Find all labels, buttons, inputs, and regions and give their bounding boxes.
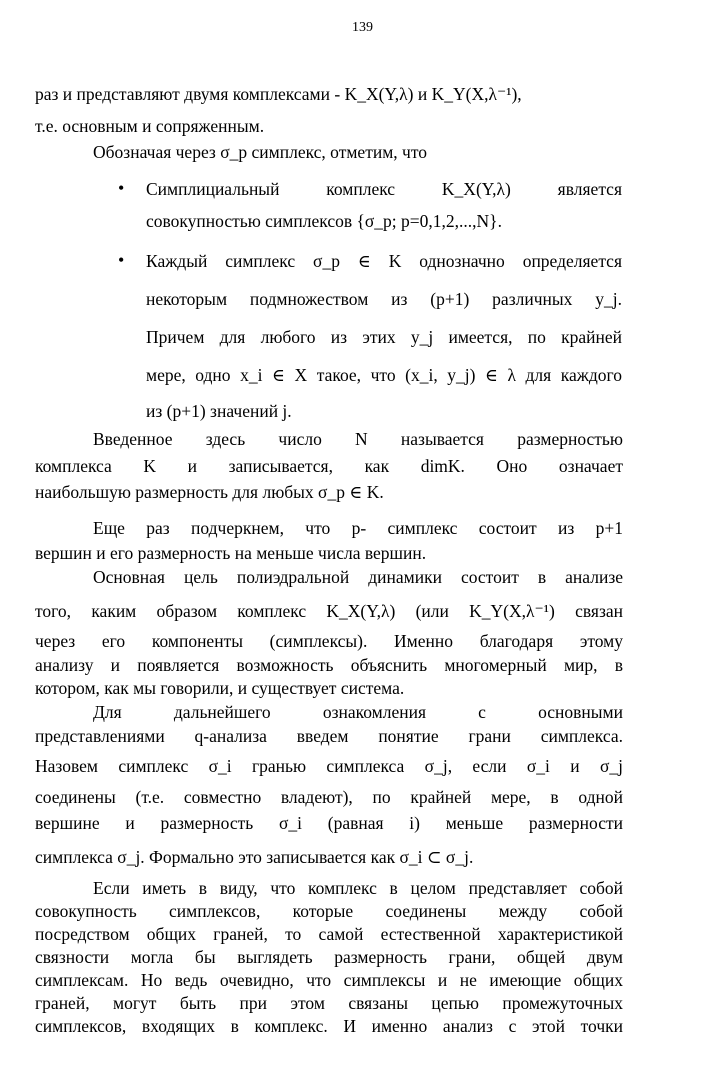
text-line: совокупность симплексов, которые соединены между собой [35, 901, 623, 921]
text-line: симплексам. Но ведь очевидно, что симплексы и не имеющие общих [35, 970, 623, 990]
text-line: Основная цель полиэдральной динамики состоит в анализе [93, 567, 623, 587]
text-line: Обозначая через σ_p симплекс, отметим, что [93, 142, 427, 162]
text-line: вершине и размерность σ_i (равная i) меньше размерности [35, 813, 623, 833]
text-line: Причем для любого из этих y_j имеется, по крайней [146, 327, 622, 347]
text-line: мере, одно x_i ∈ X такое, что (x_i, y_j) ∈ λ для каждого [146, 365, 622, 385]
text-line: вершин и его размерность на меньше числа вершин. [35, 543, 427, 563]
text-line: через его компоненты (симплексы). Именно благодаря этому [35, 631, 623, 651]
text-line: Для дальнейшего ознакомления с основными [93, 702, 623, 722]
text-line: симплекса σ_j. Формально это записывается как σ_i ⊂ σ_j. [35, 847, 474, 867]
text-line: котором, как мы говорили, и существует система. [35, 678, 405, 698]
text-line: посредством общих граней, то самой естественной характеристикой [35, 924, 623, 944]
text-line: Еще раз подчеркнем, что p- симплекс состоит из p+1 [93, 518, 623, 538]
bullet-marker: • [118, 250, 125, 270]
text-line: некоторым подмножеством из (p+1) различных y_j. [146, 289, 622, 309]
bullet-marker: • [118, 178, 125, 198]
text-line: Введенное здесь число N называется размерностью [93, 429, 623, 449]
text-line: совокупностью симплексов {σ_p; p=0,1,2,...,N}. [146, 211, 502, 231]
page-number: 139 [352, 20, 373, 35]
text-line: Назовем симплекс σ_i гранью симплекса σ_j, если σ_i и σ_j [35, 756, 623, 776]
text-line: раз и представляют двумя комплексами - K_X(Y,λ) и K_Y(X,λ⁻¹), [35, 84, 522, 104]
text-line: соединены (т.е. совместно владеют), по крайней мере, в одной [35, 787, 623, 807]
text-line: связности могла бы выглядеть размерность грани, общей двум [35, 947, 623, 967]
text-line: представлениями q-анализа введем понятие грани симплекса. [35, 726, 623, 746]
text-line: комплекса K и записывается, как dimK. Оно означает [35, 456, 623, 476]
text-line: Если иметь в виду, что комплекс в целом представляет собой [93, 878, 623, 898]
text-line: того, каким образом комплекс K_X(Y,λ) (или K_Y(X,λ⁻¹) связан [35, 601, 623, 621]
text-line: наибольшую размерность для любых σ_p ∈ K. [35, 482, 384, 502]
text-line: т.е. основным и сопряженным. [35, 116, 265, 136]
text-line: Симплициальный комплекс K_X(Y,λ) является [146, 179, 622, 199]
text-line: симплексов, входящих в комплекс. И именно анализ с этой точки [35, 1016, 623, 1036]
text-line: граней, могут быть при этом связаны цепью промежуточных [35, 993, 623, 1013]
text-line: из (p+1) значений j. [146, 401, 292, 421]
text-line: анализу и появляется возможность объяснить многомерный мир, в [35, 655, 623, 675]
text-line: Каждый симплекс σ_p ∈ K однозначно определяется [146, 251, 622, 271]
